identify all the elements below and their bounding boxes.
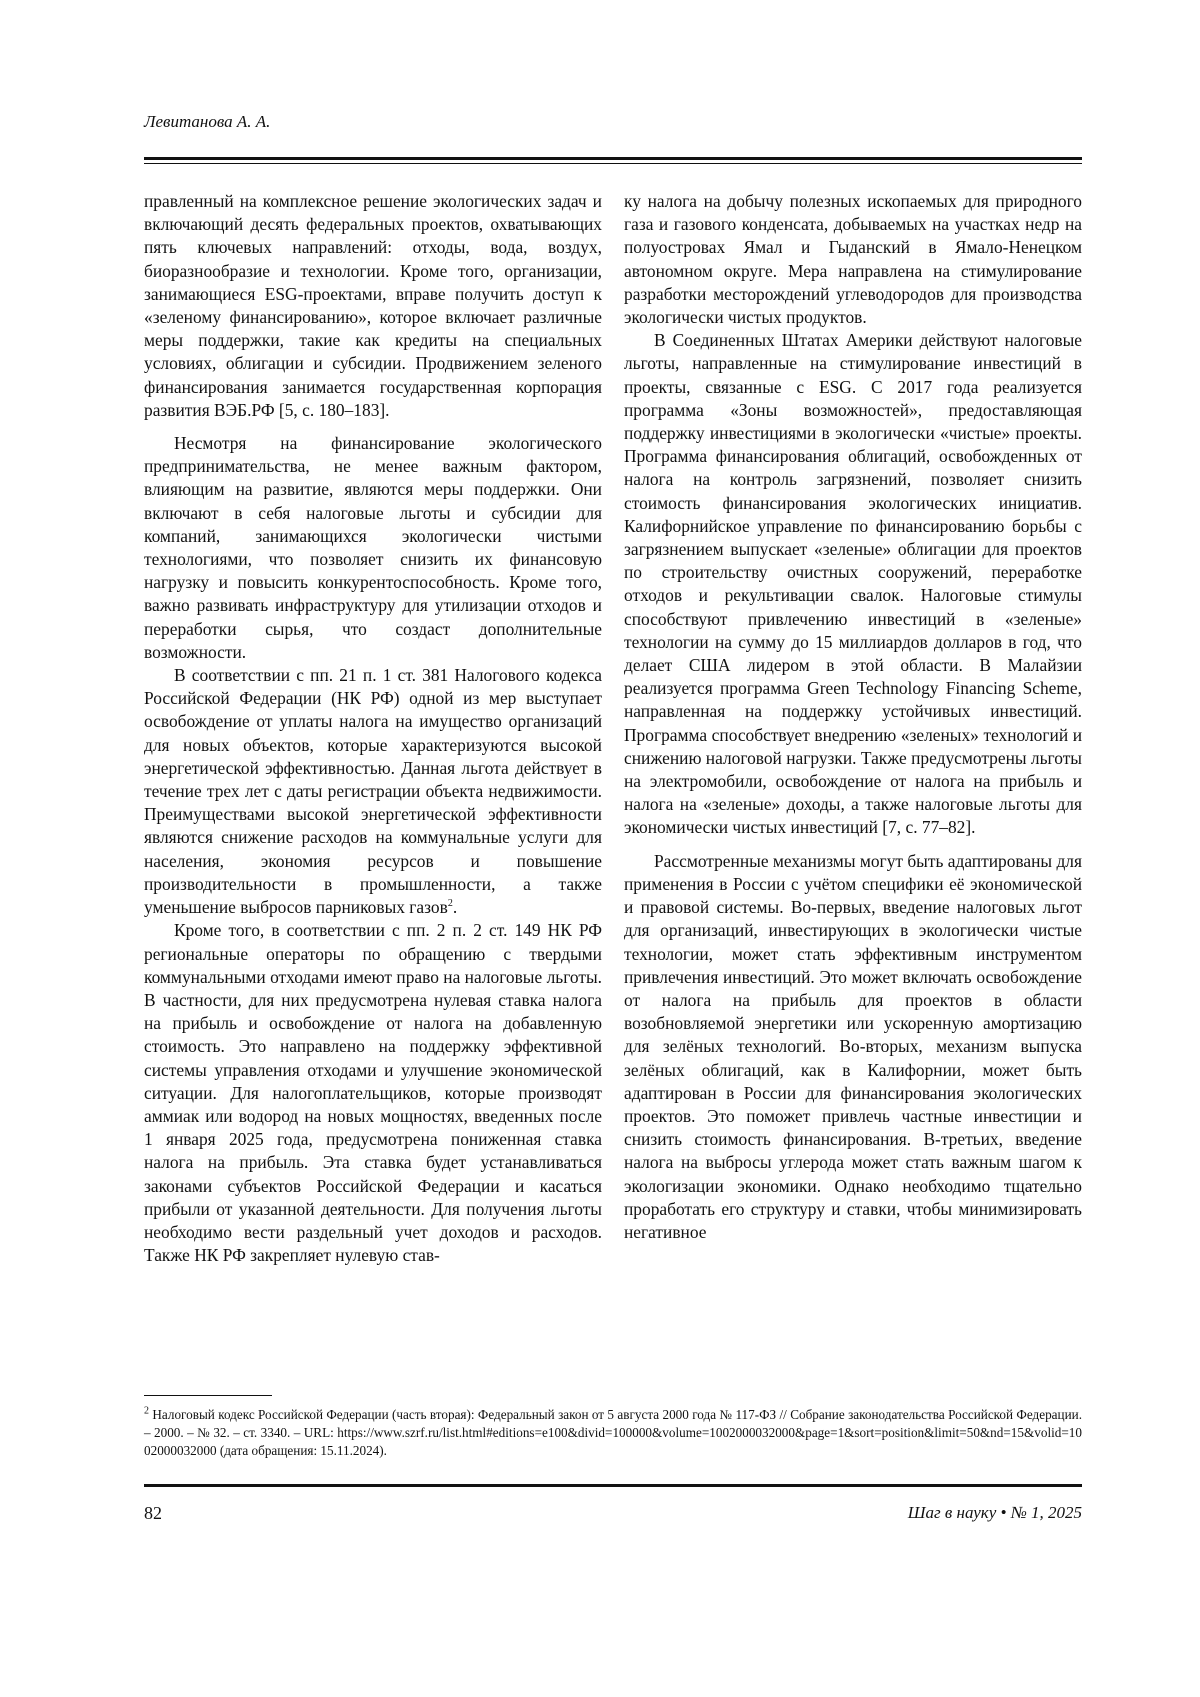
page-number: 82	[144, 1503, 162, 1523]
right-column	[624, 190, 1082, 1244]
right-paragraph-3: Рассмотренные механизмы могут быть адаптированы для применения в России с учётом специфики её экономической и правовой системы. Во-первых, введение налоговых льгот для организаций, инвестирующих в экологически чистые технологии, может стать эффективным инструментом привлечения инвестиций. Это может включать освобождение от налога на прибыль для проектов в области возобновляемой энергетики или ускоренную амортизацию для зелёных технологий. Во-вторых, механизм выпуска зелёных облигаций, как в Калифорнии, может быть адаптирован в России для финансирования экологических проектов. Это поможет привлечь частные инвестиции и снизить стоимость финансирования. В-третьих, введение налога на выбросы углерода может стать важным шагом к экологизации экономики. Однако необходимо тщательно проработать его структуру и ставки, чтобы минимизировать негативное	[624, 850, 1082, 1242]
footnote-ref-2: 2	[447, 898, 453, 910]
footnote-url[interactable]: https://www.szrf.ru/list.html#editions=e100&divid=100000&volume=1002000032000&page=1&sort=position&limit=50&nd=15&volid=1002000032000	[144, 1425, 1082, 1458]
footnote-marker: 2	[144, 1405, 149, 1417]
left-paragraph-3	[144, 664, 602, 919]
left-paragraph-3-end: .	[452, 897, 458, 918]
journal-title: Шаг в науку • № 1, 2025	[907, 1503, 1082, 1522]
right-paragraph-1: ку налога на добычу полезных ископаемых для природного газа и газового конденсата, добываемых на участках недр на полуостровах Ямал и Гыданский в Ямало-Ненецком автономном округе. Мера направлена на стимулирование разработки месторождений углеводородов для производства экологически чистых продуктов.	[624, 191, 1082, 328]
header-rule-thick	[144, 157, 1082, 160]
header-rule-thin	[144, 163, 1082, 164]
running-head-author: Левитанова А. А.	[144, 112, 271, 131]
footnote-access-date: (дата обращения: 15.11.2024).	[216, 1443, 387, 1458]
left-paragraph-1: правленный на комплексное решение экологических задач и включающий десять федеральных проектов, охватывающих пять ключевых направлений: отходы, вода, воздух, биоразнообразие и технологии. Кроме того, организации, занимающиеся ESG-проектами, вправе получить доступ к «зеленому финансированию», которое включает различные меры поддержки, такие как кредиты на специальных условиях, облигации и субсидии. Продвижением зеленого финансирования занимается государственная корпорация развития ВЭБ.РФ [5, с. 180–183].	[144, 191, 602, 420]
left-paragraph-4: Кроме того, в соответствии с пп. 2 п. 2 ст. 149 НК РФ региональные операторы по обращению с твердыми коммунальными отходами имеют право на налоговые льготы. В частности, для них предусмотрена нулевая ставка налога на прибыль и освобождение от налога на добавленную стоимость. Это направлено на поддержку эффективной системы управления отходами и улучшение экономической ситуации. Для налогоплательщиков, которые производят аммиак или водород на новых мощностях, введенных после 1 января 2025 года, предусмотрена пониженная ставка налога на прибыль. Эта ставка будет устанавливаться законами субъектов Российской Федерации и касаться прибыли от указанной деятельности. Для получения льготы необходимо вести раздельный учет доходов и расходов. Также НК РФ закрепляет нулевую став-	[144, 920, 602, 1266]
footnote	[144, 1406, 1082, 1460]
left-paragraph-3-text: В соответствии с пп. 21 п. 1 ст. 381 Налогового кодекса Российской Федерации (НК РФ) одной из мер выступает освобождение от уплаты налога на имущество организаций для новых объектов, которые характеризуются высокой энергетической эффективностью. Данная льгота действует в течение трех лет с даты регистрации объекта недвижимости. Преимуществами высокой энергетической эффективности являются снижение расходов на коммунальные услуги для населения, экономия ресурсов и повышение производительности в промышленности, а также уменьшение выбросов парниковых газов	[144, 665, 602, 918]
footnote-text: Налоговый кодекс Российской Федерации (часть вторая): Федеральный закон от 5 августа 2000 года № 117-ФЗ // Собрание законодательства Российской Федерации. – 2000. – № 32. – ст. 3340. – URL:	[144, 1407, 1082, 1440]
footnote-body	[144, 1407, 1082, 1458]
footnote-separator	[144, 1395, 272, 1396]
left-paragraph-2: Несмотря на финансирование экологического предпринимательства, не менее важным фактором, влияющим на развитие, являются меры поддержки. Они включают в себя налоговые льготы и субсидии для компаний, занимающихся экологически чистыми технологиями, что позволяет снизить их финансовую нагрузку и повысить конкурентоспособность. Кроме того, важно развивать инфраструктуру для утилизации отходов и переработки сырья, что создаст дополнительные возможности.	[144, 433, 602, 662]
left-column	[144, 190, 602, 1267]
footer-rule	[144, 1484, 1082, 1487]
right-paragraph-2: В Соединенных Штатах Америки действуют налоговые льготы, направленные на стимулирование инвестиций в проекты, связанные с ESG. С 2017 года реализуется программа «Зоны возможностей», предоставляющая поддержку инвестициями в экологически «чистые» проекты. Программа финансирования облигаций, освобожденных от налога на контроль загрязнений, позволяет снизить стоимость финансирования экологических инициатив. Калифорнийское управление по финансированию борьбы с загрязнением выпускает «зеленые» облигации для проектов по строительству очистных сооружений, переработке отходов и рекультивации свалок. Налоговые стимулы способствуют привлечению инвестиций в «зеленые» технологии на сумму до 15 миллиардов долларов в год, что делает США лидером в этой области. В Малайзии реализуется программа Green Technology Financing Scheme, направленная на поддержку устойчивых инвестиций. Программа способствует внедрению «зеленых» технологий и снижению налоговой нагрузки. Также предусмотрены льготы на электромобили, освобождение от налога на прибыль и налога на «зеленые» доходы, а также налоговые льготы для экономически чистых инвестиций [7, с. 77–82].	[624, 330, 1082, 838]
